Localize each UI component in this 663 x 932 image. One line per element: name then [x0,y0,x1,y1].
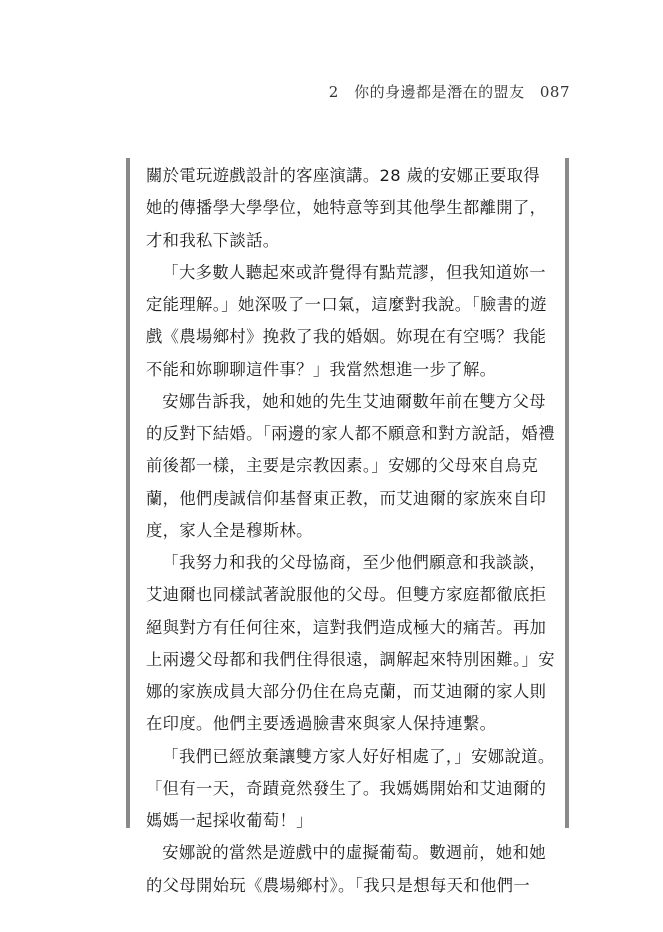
running-header [329,81,570,102]
body-text [146,160,555,902]
paragraph: 安娜告訴我，她和她的先生艾迪爾數年前在雙方父母的反對下結婚。「兩邊的家人都不願意和對方說話，婚禮前後都一樣，主要是宗教因素。」安娜的父母來自烏克蘭，他們虔誠信仰基督東正教，而艾迪爾的家族來自印度，家人全是穆斯林。 [146,391,555,540]
paragraph: 安娜說的當然是遊戲中的虛擬葡萄。數週前，她和她的父母開始玩《農場鄉村》。「我只是想每天和他們一 [146,843,546,895]
paragraph: 「大多數人聽起來或許覺得有點荒謬，但我知道妳一定能理解。」她深吸了一口氣，這麼對我說。「臉書的遊戲《農場鄉村》挽救了我的婚姻。妳現在有空嗎？我能不能和妳聊聊這件事？」我當然想進一步了解。 [146,262,547,379]
paragraph: 關於電玩遊戲設計的客座演講。28 歲的安娜正要取得她的傳播學大學學位，她特意等到其他學生都離開了，才和我私下談話。 [146,166,547,250]
chapter-number: 2 [328,83,339,101]
paragraph: 「我們已經放棄讓雙方家人好好相處了，」安娜說道。「但有一天，奇蹟竟然發生了。我媽媽開始和艾迪爾的媽媽一起採收葡萄！」 [146,746,555,830]
paragraph: 「我努力和我的父母協商，至少他們願意和我談談，艾迪爾也同樣試著說服他的父母。但雙方家庭都徹底拒絕與對方有任何往來，這對我們造成極大的痛苦。再加上兩邊父母都和我們住得很遠，調解起來特別困難。」安娜的家族成員大部分仍住在烏克蘭，而艾迪爾的家人則在印度。他們主要透過臉書來與家人保持連繫。 [146,553,555,734]
page-number: 087 [539,83,570,101]
left-margin-rule [126,158,130,828]
chapter-title: 你的身邊都是潛在的盟友 [354,83,525,101]
right-margin-rule [565,158,569,828]
